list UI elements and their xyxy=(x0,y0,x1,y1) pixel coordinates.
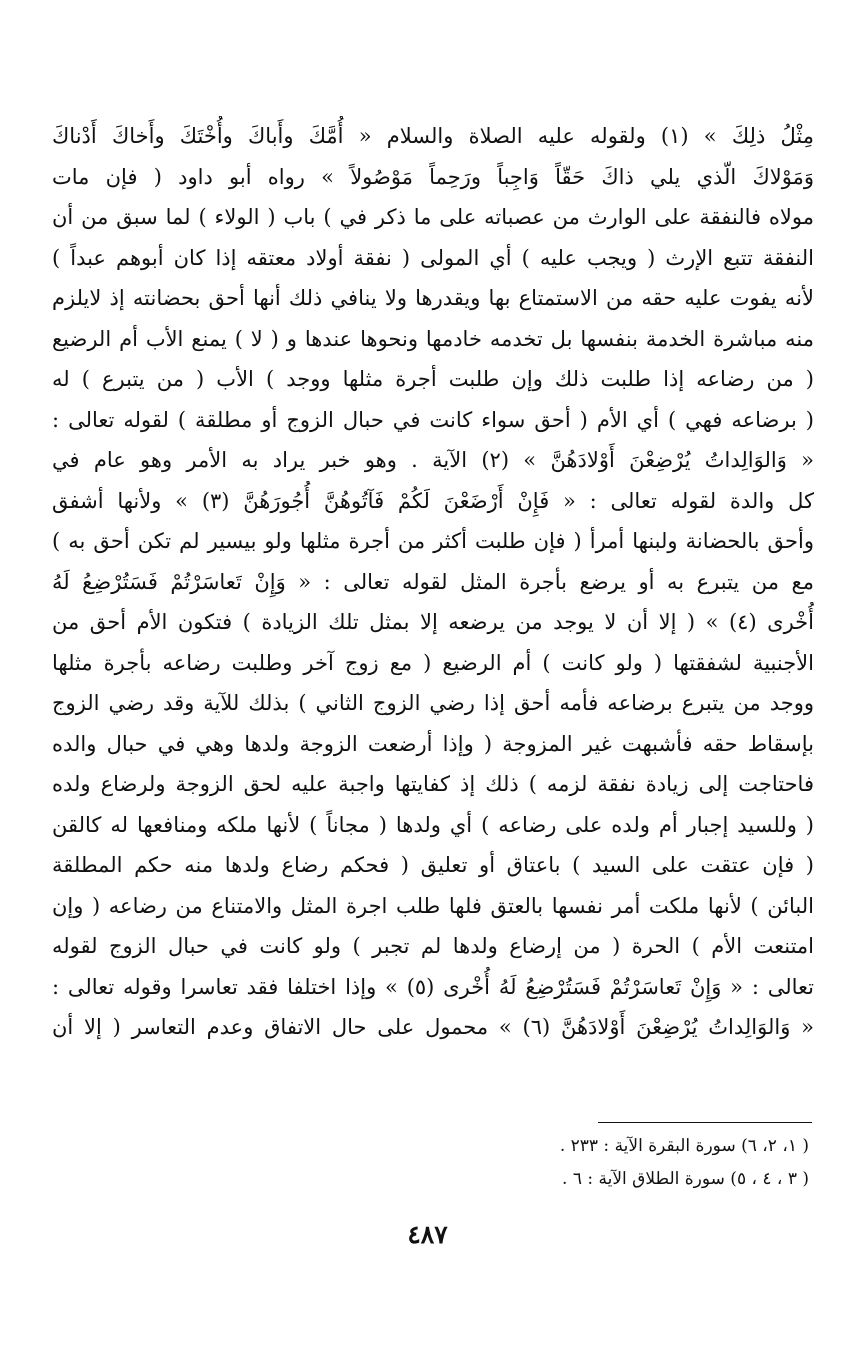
text-line: فاحتاجت إلى زيادة نفقة لزمه ) ذلك إذ كفايتها واجبة عليه لحق الزوجة ولرضاع ولده xyxy=(52,772,814,796)
footnote-separator xyxy=(598,1122,812,1123)
text-line: بإسقاط حقه فأشبهت غير المزوجة ( وإذا أرضعت الزوجة ولدها وهي في حبال والده xyxy=(52,731,814,756)
text-line: النفقة تتبع الإرث ( ويجب عليه ) أي المولى ( نفقة أولاد معتقه إذا كان أبوهم عبداً ) xyxy=(52,245,814,270)
text-line: وأحق بالحضانة ولبنها أمرأ ( فإن طلبت أكثر من أجرة مثلها ولو بيسير لم تكن أحق به ) xyxy=(52,529,814,553)
text-line: كل والدة لقوله تعالى : « فَإِنْ أَرْضَعْنَ لَكُمْ فَآتُوهُنَّ أُجُورَهُنَّ (٣) » ولأنها أشفق xyxy=(52,488,814,513)
footnotes xyxy=(309,1130,809,1196)
text-line: ( برضاعه فهي ) أي الأم ( أحق سواء كانت في حبال الزوج أو مطلقة ) لقوله تعالى : xyxy=(52,407,814,432)
text-line: مولاه فالنفقة على الوارث من عصباته على ما ذكر في ) باب ( الولاء ) لما سبق من أن xyxy=(52,205,814,229)
text-line: ( وللسيد إجبار أم ولده على رضاعه ) أي ولدها ( مجاناً ) لأنها ملكه ومنافعها له كالقن xyxy=(52,812,814,837)
text-line: البائن ) لأنها ملكت أمر نفسها بالعتق فلها طلب اجرة المثل والامتناع من رضاعه ( وإن xyxy=(52,893,814,918)
text-line: مع من يتبرع به أو يرضع بأجرة المثل لقوله تعالى : « وَإِنْ تَعاسَرْتُمْ فَسَتُرْضِعُ لَهُ xyxy=(52,569,814,594)
footnote: ( ١، ٢، ٦) سورة البقرة الآية : ٢٣٣ . xyxy=(559,1136,809,1156)
footnote: ( ٣ ، ٤ ، ٥) سورة الطلاق الآية : ٦ . xyxy=(562,1169,809,1189)
text-line: ووجد من يتبرع برضاعه فأمه أحق إذا رضي الزوج الثاني ) بذلك للآية وقد رضي الزوج xyxy=(52,691,814,715)
text-line: منه مباشرة الخدمة بنفسها بل تخدمه خادمها ونحوها عندها و ( لا ) يمنع الأب أم الرضيع xyxy=(52,326,814,351)
page-number: ٤٨٧ xyxy=(407,1220,448,1249)
text-line: تعالى : « وَإِنْ تَعاسَرْتُمْ فَسَتُرْضِعُ لَهُ أُخْرى (٥) » وإذا اختلفا فقد تعاسرا وقوله تعالى : xyxy=(52,974,814,999)
text-line: ( فإن عتقت على السيد ) باعتاق أو تعليق ( فحكم رضاع ولدها منه حكم المطلقة xyxy=(52,853,814,877)
text-line: وَمَوْلاكَ الّذي يلي ذاكَ حَقّاً وَاجِباً ورَحِماً مَوْصُولاً » رواه أبو داود ( فإن مات xyxy=(52,164,814,189)
text-line: مِثْلُ ذلِكَ » (١) ولقوله عليه الصلاة والسلام « أُمَّكَ وأَباكَ وأُخْتَكَ وأَخاكَ أَدْناكَ xyxy=(52,124,814,148)
text-line: امتنعت الأم ) الحرة ( من إرضاع ولدها لم تجبر ) ولو كانت في حبال الزوج لقوله xyxy=(52,934,814,958)
text-line: ( من رضاعه إذا طلبت ذلك وإن طلبت أجرة مثلها ووجد ) الأب ( من يتبرع ) له xyxy=(52,367,814,391)
text-line: « وَالوَالِداتُ يُرْضِعْنَ أَوْلادَهُنَّ » (٢) الآية . وهو خبر يراد به الأمر وهو عام في xyxy=(52,448,814,472)
text-line: لأنه يفوت عليه حقه من الاستمتاع بها ويقدرها ولا ينافي ذلك أنها أحق بحضانته إذ لايلزم xyxy=(52,286,814,310)
main-text xyxy=(52,116,814,1048)
text-line: الأجنبية لشفقتها ( ولو كانت ) أم الرضيع ( مع زوج آخر وطلبت رضاعه بأجرة مثلها xyxy=(52,650,814,675)
text-line: أُخْرى (٤) » ( إلا أن لا يوجد من يرضعه إلا بمثل تلك الزيادة ) فتكون الأم أحق من xyxy=(52,610,814,634)
text-line: « وَالوَالِداتُ يُرْضِعْنَ أَوْلادَهُنَّ (٦) » محمول على حال الاتفاق وعدم التعاسر ( إلا أن xyxy=(52,1015,814,1039)
